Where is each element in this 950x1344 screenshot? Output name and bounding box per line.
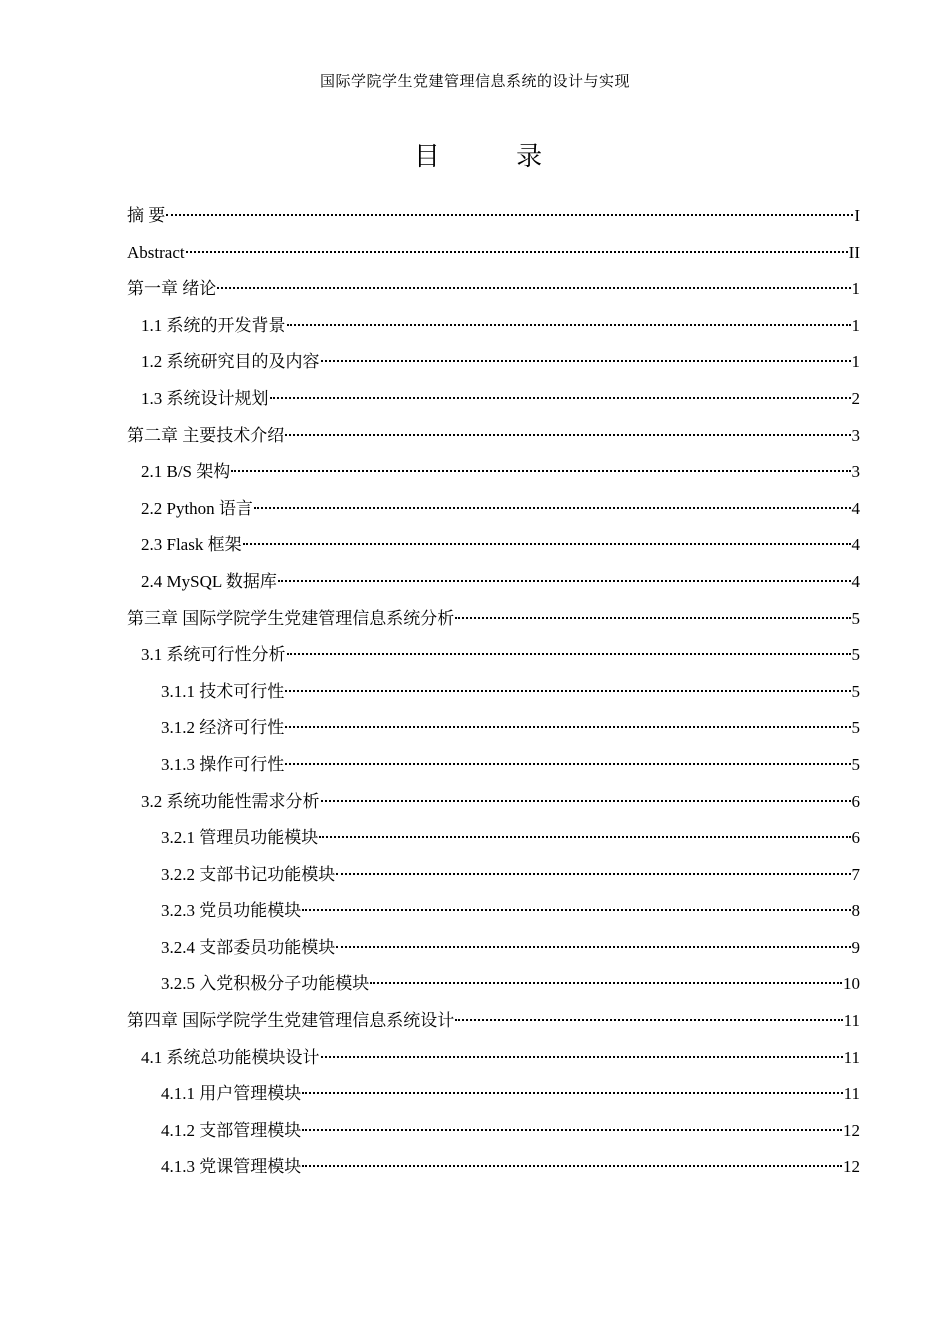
toc-dot-leader — [287, 324, 851, 326]
toc-entry-label: 4.1.1 用户管理模块 — [161, 1084, 302, 1104]
toc-entry-page-number: 11 — [843, 1084, 860, 1104]
toc-entry-label: 3.1.2 经济可行性 — [161, 718, 285, 738]
toc-entry-label: 第一章 绪论 — [127, 279, 217, 299]
toc-entry-page-number: 9 — [851, 937, 860, 957]
toc-entry[interactable] — [127, 527, 860, 564]
toc-entry[interactable] — [127, 1149, 860, 1186]
toc-dot-leader — [370, 982, 842, 984]
toc-entry[interactable] — [127, 857, 860, 894]
toc-entry-label: 3.2.1 管理员功能模块 — [161, 828, 319, 848]
toc-dot-leader — [278, 580, 851, 582]
toc-entry-page-number: 5 — [851, 608, 860, 628]
toc-entry[interactable] — [127, 893, 860, 930]
toc-dot-leader — [302, 1092, 842, 1094]
toc-dot-leader — [321, 360, 851, 362]
toc-dot-leader — [243, 543, 851, 545]
toc-entry-page-number: 3 — [851, 462, 860, 482]
toc-dot-leader — [302, 1165, 842, 1167]
toc-entry[interactable] — [127, 454, 860, 491]
toc-entry[interactable] — [127, 674, 860, 711]
toc-entry-label: 2.2 Python 语言 — [141, 498, 253, 518]
toc-entry-label: 第三章 国际学院学生党建管理信息系统分析 — [127, 608, 455, 628]
toc-entry[interactable] — [127, 271, 860, 308]
toc-dot-leader — [217, 287, 850, 289]
toc-entry[interactable] — [127, 235, 860, 272]
toc-entry-label: 2.1 B/S 架构 — [141, 462, 231, 482]
table-of-contents — [127, 198, 860, 1186]
toc-entry[interactable] — [127, 601, 860, 638]
toc-dot-leader — [270, 397, 851, 399]
toc-entry-page-number: 6 — [851, 791, 860, 811]
toc-dot-leader — [285, 726, 850, 728]
toc-entry-label: 3.1 系统可行性分析 — [141, 645, 286, 665]
toc-entry-label: 2.3 Flask 框架 — [141, 535, 242, 555]
toc-entry-page-number: 4 — [851, 498, 860, 518]
toc-entry-page-number: 5 — [851, 754, 860, 774]
toc-entry[interactable] — [127, 381, 860, 418]
toc-dot-leader — [321, 800, 851, 802]
toc-dot-leader — [254, 507, 851, 509]
toc-entry-page-number: 12 — [843, 1157, 860, 1177]
toc-entry-label: 4.1 系统总功能模块设计 — [141, 1047, 320, 1067]
toc-entry-page-number: II — [848, 242, 860, 262]
toc-entry-label: 3.2.2 支部书记功能模块 — [161, 864, 336, 884]
toc-dot-leader — [166, 214, 853, 216]
toc-entry-page-number: 4 — [851, 571, 860, 591]
toc-dot-leader — [302, 1129, 842, 1131]
toc-entry-page-number: 1 — [851, 279, 860, 299]
toc-entry-label: 3.2.4 支部委员功能模块 — [161, 937, 336, 957]
toc-entry[interactable] — [127, 637, 860, 674]
toc-entry[interactable] — [127, 1113, 860, 1150]
toc-entry-label: 第四章 国际学院学生党建管理信息系统设计 — [127, 1011, 455, 1031]
toc-entry[interactable] — [127, 966, 860, 1003]
toc-entry-page-number: 1 — [851, 352, 860, 372]
toc-entry-label: 第二章 主要技术介绍 — [127, 425, 285, 445]
toc-dot-leader — [336, 946, 850, 948]
toc-dot-leader — [455, 617, 850, 619]
toc-entry[interactable] — [127, 930, 860, 967]
toc-entry[interactable] — [127, 491, 860, 528]
toc-entry[interactable] — [127, 1076, 860, 1113]
toc-entry[interactable] — [127, 784, 860, 821]
toc-entry-label: Abstract — [127, 242, 185, 262]
toc-entry-label: 3.2.5 入党积极分子功能模块 — [161, 974, 370, 994]
toc-dot-leader — [285, 434, 850, 436]
toc-entry-page-number: 5 — [851, 645, 860, 665]
toc-entry-page-number: 5 — [851, 681, 860, 701]
toc-entry-page-number: 4 — [851, 535, 860, 555]
toc-entry-page-number: 12 — [843, 1120, 860, 1140]
toc-entry-page-number: 8 — [851, 901, 860, 921]
toc-entry-label: 2.4 MySQL 数据库 — [141, 571, 277, 591]
toc-entry-page-number: 11 — [843, 1047, 860, 1067]
toc-entry-label: 4.1.2 支部管理模块 — [161, 1120, 302, 1140]
toc-entry-page-number: 5 — [851, 718, 860, 738]
toc-entry-label: 3.2 系统功能性需求分析 — [141, 791, 320, 811]
toc-entry-page-number: 2 — [851, 388, 860, 408]
toc-entry-label: 4.1.3 党课管理模块 — [161, 1157, 302, 1177]
toc-entry[interactable] — [127, 820, 860, 857]
toc-entry[interactable] — [127, 1003, 860, 1040]
toc-dot-leader — [302, 909, 850, 911]
toc-dot-leader — [287, 653, 851, 655]
toc-entry[interactable] — [127, 710, 860, 747]
toc-entry-page-number: 7 — [851, 864, 860, 884]
toc-entry[interactable] — [127, 418, 860, 455]
toc-entry-label: 1.2 系统研究目的及内容 — [141, 352, 320, 372]
toc-entry-page-number: 1 — [851, 315, 860, 335]
toc-entry[interactable] — [127, 198, 860, 235]
toc-entry-label: 摘 要 — [127, 206, 166, 225]
toc-entry[interactable] — [127, 564, 860, 601]
toc-dot-leader — [285, 690, 850, 692]
running-header: 国际学院学生党建管理信息系统的设计与实现 — [319, 74, 630, 90]
toc-entry[interactable] — [127, 1040, 860, 1077]
toc-entry-page-number: 11 — [843, 1011, 860, 1031]
toc-entry-label: 3.2.3 党员功能模块 — [161, 901, 302, 921]
toc-dot-leader — [455, 1019, 842, 1021]
toc-entry-page-number: 6 — [851, 828, 860, 848]
toc-dot-leader — [319, 836, 850, 838]
toc-dot-leader — [285, 763, 850, 765]
toc-entry[interactable] — [127, 344, 860, 381]
toc-entry-label: 1.1 系统的开发背景 — [141, 315, 286, 335]
toc-dot-leader — [321, 1056, 843, 1058]
toc-entry-label: 1.3 系统设计规划 — [141, 388, 269, 408]
toc-entry[interactable] — [127, 747, 860, 784]
toc-entry-page-number: 3 — [851, 425, 860, 445]
toc-entry-page-number: 10 — [843, 974, 860, 994]
toc-entry-label: 3.1.1 技术可行性 — [161, 681, 285, 701]
toc-title: 目 录 — [413, 142, 577, 172]
toc-dot-leader — [336, 873, 850, 875]
toc-entry-label: 3.1.3 操作可行性 — [161, 754, 285, 774]
toc-entry-page-number: I — [854, 206, 860, 225]
toc-entry[interactable] — [127, 308, 860, 345]
toc-dot-leader — [186, 251, 848, 253]
toc-dot-leader — [231, 470, 850, 472]
